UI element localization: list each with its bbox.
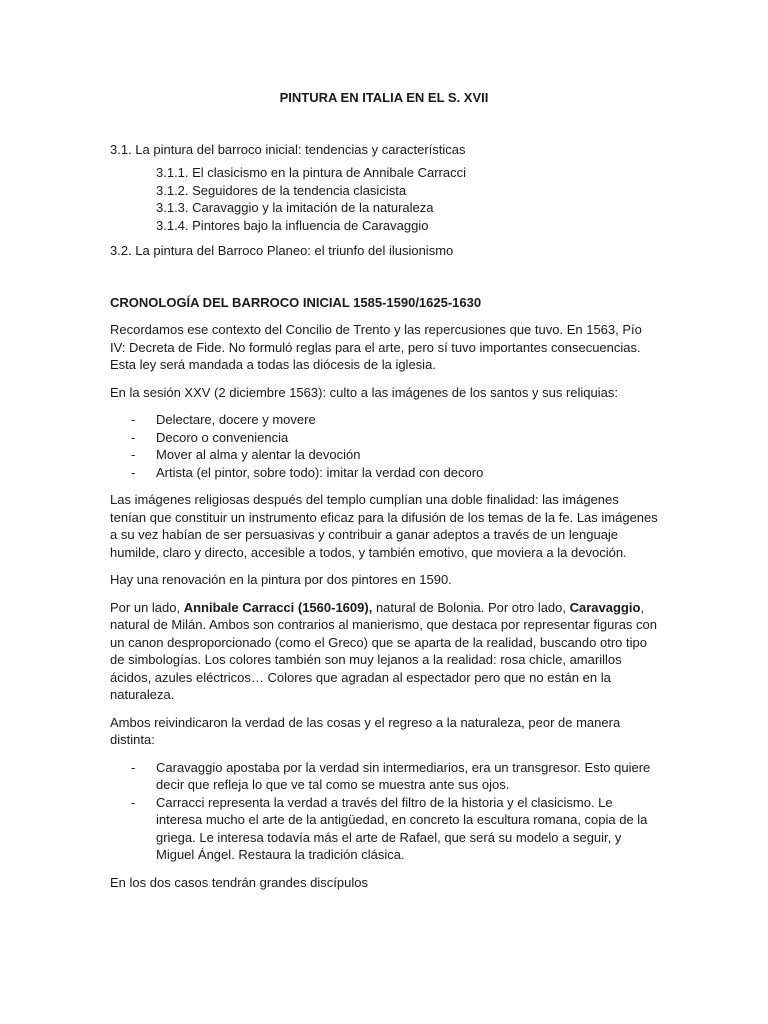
list-item: [110, 464, 658, 482]
list-item-text: Delectare, docere y movere: [156, 412, 316, 427]
toc-item-3-2: 3.2. La pintura del Barroco Planeo: el triunfo del ilusionismo: [110, 243, 454, 258]
dash-list: [110, 759, 658, 864]
list-item-text: Artista (el pintor, sobre todo): imitar la verdad con decoro: [156, 464, 484, 480]
paragraph: Ambos reivindicaron la verdad de las cosas y el regreso a la naturaleza, peor de manera distinta:: [110, 714, 621, 747]
document-title: PINTURA EN ITALIA EN EL S. XVII: [279, 90, 489, 105]
paragraph: En la sesión XXV (2 diciembre 1563): culto a las imágenes de los santos y sus reliquias:: [110, 384, 618, 400]
list-item-text: Caravaggio apostaba por la verdad sin intermediarios, era un transgresor. Esto quiere decir que refleja lo que ve tal como se muestra ante sus ojos.: [156, 759, 651, 792]
dash-bullet: -: [131, 759, 136, 775]
section-heading: CRONOLOGÍA DEL BARROCO INICIAL 1585-1590/1625-1630: [110, 294, 482, 310]
dash-list: [110, 411, 658, 481]
artist-name-carracci: Annibale Carracci (1560-1609),: [183, 599, 373, 615]
paragraph: [110, 599, 658, 704]
paragraph: Recordamos ese contexto del Concilio de Trento y las repercusiones que tuvo. En 1563, Pío IV: Decreta de Fide. No formuló reglas para el arte, pero sí tuvo importantes consecuencias. Esta ley será mandada a todas las diócesis de la iglesia.: [110, 322, 642, 372]
text-run: Por un lado,: [110, 599, 184, 615]
toc-subitem: 3.1.4. Pintores bajo la influencia de Caravaggio: [156, 217, 429, 233]
list-item-text: Decoro o conveniencia: [156, 429, 289, 445]
dash-bullet: -: [131, 464, 136, 480]
toc-subitem: 3.1.3. Caravaggio y la imitación de la naturaleza: [156, 200, 434, 215]
dash-bullet: -: [131, 429, 136, 445]
paragraph: Hay una renovación en la pintura por dos pintores en 1590.: [110, 572, 452, 587]
document-body: [110, 89, 658, 901]
text-run: , natural de Milán. Ambos son contrarios al manierismo, que destaca por representar figuras con un canon desproporcionado (como el Greco) que se aparta de la realidad, buscando otro tipo de simbologías. Los colores también son muy lejanos a la realidad: rosa chicle, amarillos ácidos, azules eléctricos… Colores que agradan al espectador pero que no están en la naturaleza.: [110, 599, 658, 702]
text-run: natural de Bolonia. Por otro lado,: [372, 599, 570, 615]
paragraph: En los dos casos tendrán grandes discípulos: [110, 874, 368, 890]
toc-subitems: [156, 164, 658, 234]
dash-bullet: -: [131, 447, 136, 462]
list-item: [110, 446, 658, 464]
toc-item-3-1: 3.1. La pintura del barroco inicial: tendencias y características: [110, 141, 466, 157]
dash-bullet: -: [131, 412, 136, 427]
artist-name-caravaggio: Caravaggio: [569, 599, 641, 615]
list-item-text: Mover al alma y alentar la devoción: [156, 447, 361, 462]
dash-bullet: -: [131, 794, 136, 810]
list-item: [110, 794, 658, 864]
list-item: [110, 759, 658, 794]
list-item: [110, 411, 658, 429]
list-item: [110, 429, 658, 447]
toc-subitem: 3.1.2. Seguidores de la tendencia clasicista: [156, 182, 407, 198]
list-item-text: Carracci representa la verdad a través del filtro de la historia y el clasicismo. Le interesa mucho el arte de la antigüedad, en concreto la escultura romana, copia de la griega. Le interesa todavía más el arte de Rafael, que será su modelo a seguir, y Miguel Ángel. Restaura la tradición clásica.: [156, 794, 648, 862]
paragraph: Las imágenes religiosas después del templo cumplían una doble finalidad: las imágenes tenían que constituir un instrumento eficaz para la difusión de los temas de la fe. Las imágenes a su vez habían de ser persuasivas y contribuir a ganar adeptos a través de un lenguaje humilde, claro y directo, accesible a todos, y también emotivo, que moviera a la devoción.: [110, 492, 658, 560]
toc-subitem: 3.1.1. El clasicismo en la pintura de Annibale Carracci: [156, 165, 466, 180]
